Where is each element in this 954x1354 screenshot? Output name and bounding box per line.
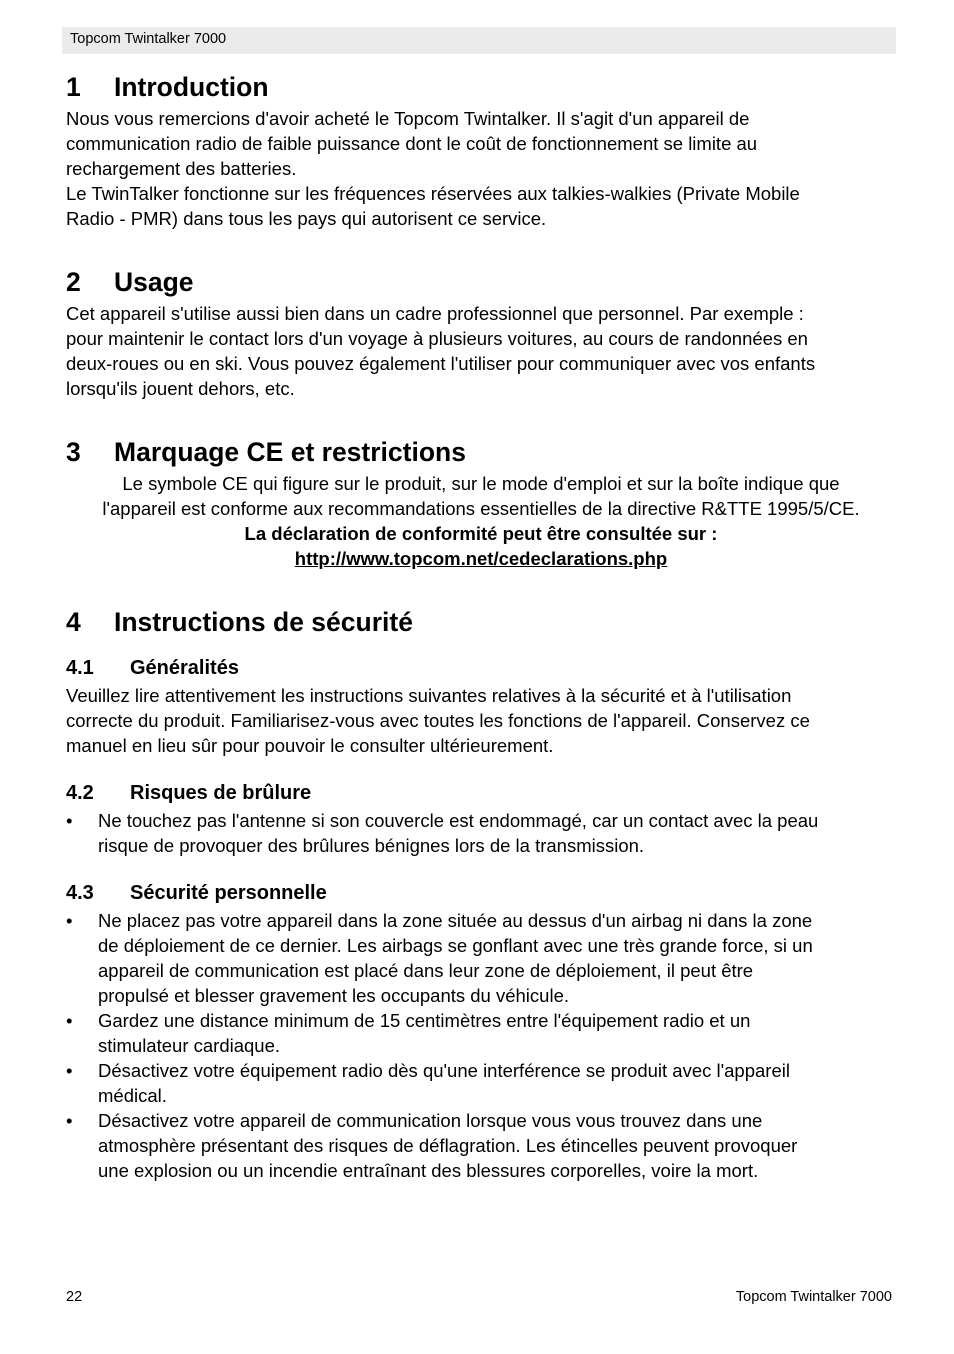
personal-safety-list [66,908,896,1183]
bullet-icon: • [66,910,73,931]
declaration-text: La déclaration de conformité peut être consultée sur : [244,523,718,544]
section-1-text: Nous vous remercions d'avoir acheté le Topcom Twintalker. Il s'agit d'un appareil de communication radio de faible puissance dont le coût de fonctionnement se limite au rechargement des batteries. Le TwinTalker fonctionne sur les fréquences réservées aux talkies-walkies (Private Mobile Radio - PMR) dans tous les pays qui autorisent ce service. [66,108,800,229]
list-item: • Ne placez pas votre appareil dans la zone située au dessus d'un airbag ni dans la zone de déploiement de ce dernier. Les airbags se gonflant avec une très grande force, si un appareil de communication est placé dans leur zone de déploiement, il peut être propulsé et blesser gravement les occupants du véhicule. [66,910,813,1006]
subsection-4-1-text: Veuillez lire attentivement les instructions suivantes relatives à la sécurité et à l'utilisation correcte du produit. Familiarisez-vous avec toutes les fonctions de l'appareil. Conservez ce manuel en lieu sûr pour pouvoir le consulter ultérieurement. [66,685,810,756]
document-body [66,68,896,1183]
section-2-text: Cet appareil s'utilise aussi bien dans un cadre professionnel que personnel. Par exemple : pour maintenir le contact lors d'un voyage à plusieurs voitures, au cours de randonnées en deux-roues ou en ski. Vous pouvez également l'utiliser pour communiquer avec vos enfants lorsqu'ils jouent dehors, etc. [66,303,816,399]
section-4-heading: 4 Instructions de sécurité [66,607,413,637]
section-1-heading: 1 Introduction [66,72,269,102]
bullet-icon: • [66,1110,73,1131]
page-number: 22 [66,1289,83,1305]
list-item: • Désactivez votre équipement radio dès qu'une interférence se produit avec l'appareil médical. [66,1060,790,1106]
burn-risk-list [66,808,896,858]
list-item: • Ne touchez pas l'antenne si son couvercle est endommagé, car un contact avec la peau risque de provoquer des brûlures bénignes lors de la transmission. [66,810,819,856]
page-header [62,27,896,54]
section-3-text: Le symbole CE qui figure sur le produit, sur le mode d'emploi et sur la boîte indique que l'appareil est conforme aux recommandations essentielles de la directive R&TTE 1995/5/CE. La déclaration de conformité peut être consultée sur : http://www.topcom.net/cedeclarations.php [102,473,860,569]
subsection-4-1-heading: 4.1 Généralités [66,657,239,679]
section-2-heading: 2 Usage [66,267,194,297]
list-item: • Désactivez votre appareil de communication lorsque vous vous trouvez dans une atmosphère présentant des risques de déflagration. Les étincelles peuvent provoquer une explosion ou un incendie entraînant des blessures corporelles, voire la mort. [66,1110,798,1181]
subsection-4-3-heading: 4.3 Sécurité personnelle [66,882,327,904]
section-3-heading: 3 Marquage CE et restrictions [66,437,466,467]
bullet-icon: • [66,810,73,831]
bullet-icon: • [66,1060,73,1081]
subsection-4-2-heading: 4.2 Risques de brûlure [66,782,312,804]
declaration-link[interactable]: http://www.topcom.net/cedeclarations.php [294,548,668,569]
bullet-icon: • [66,1010,73,1031]
list-item: • Gardez une distance minimum de 15 centimètres entre l'équipement radio et un stimulateur cardiaque. [66,1010,751,1056]
header-title: Topcom Twintalker 7000 [70,31,227,47]
footer-title: Topcom Twintalker 7000 [735,1289,892,1305]
